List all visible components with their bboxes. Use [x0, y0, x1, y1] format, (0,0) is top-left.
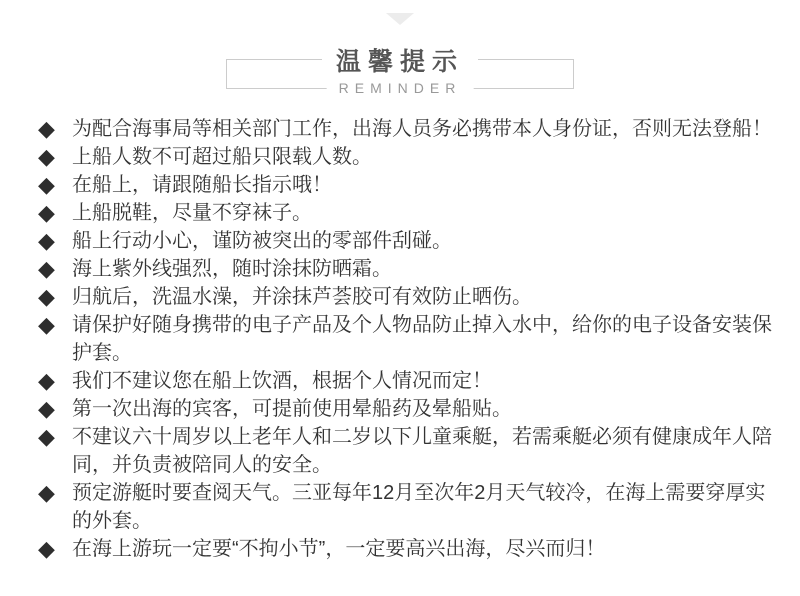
diamond-bullet-icon: ◆	[38, 396, 55, 421]
list-item-text: 我们不建议您在船上饮酒，根据个人情况而定！	[72, 370, 492, 392]
reminder-notice	[0, 13, 800, 596]
list-item	[38, 367, 790, 395]
list-item	[38, 227, 790, 255]
diamond-bullet-icon: ◆	[38, 480, 55, 505]
list-item-text: 在船上，请跟随船长指示哦！	[72, 174, 332, 196]
list-item-text: 上船脱鞋，尽量不穿袜子。	[72, 202, 312, 224]
reminder-list	[0, 115, 800, 563]
list-item	[38, 115, 790, 143]
list-item	[38, 535, 790, 563]
diamond-bullet-icon: ◆	[38, 536, 55, 561]
diamond-bullet-icon: ◆	[38, 200, 55, 225]
list-item	[38, 283, 790, 311]
diamond-bullet-icon: ◆	[38, 116, 55, 141]
diamond-bullet-icon: ◆	[38, 228, 55, 253]
list-item	[38, 395, 790, 423]
list-item-text: 归航后，洗温水澡，并涂抹芦荟胶可有效防止晒伤。	[72, 286, 532, 308]
list-item-text: 请保护好随身携带的电子产品及个人物品防止掉入水中，给你的电子设备安装保	[72, 314, 772, 336]
list-item-text: 的外套。	[72, 510, 152, 532]
page-subtitle: REMINDER	[327, 80, 474, 96]
list-item	[38, 171, 790, 199]
list-item-text: 预定游艇时要查阅天气。三亚每年12月至次年2月天气较冷，在海上需要穿厚实	[72, 482, 766, 504]
diamond-bullet-icon: ◆	[38, 284, 55, 309]
title-frame	[226, 48, 574, 96]
list-item-text: 上船人数不可超过船只限载人数。	[72, 146, 372, 168]
diamond-bullet-icon: ◆	[38, 424, 55, 449]
list-item-text: 不建议六十周岁以上老年人和二岁以下儿童乘艇，若需乘艇必须有健康成年人陪	[72, 426, 772, 448]
list-item-text: 在海上游玩一定要“不拘小节”，一定要高兴出海，尽兴而归！	[72, 538, 606, 560]
list-item	[38, 255, 790, 283]
list-item	[38, 479, 790, 535]
list-item	[38, 199, 790, 227]
list-item	[38, 423, 790, 479]
list-item-text: 船上行动小心，谨防被突出的零部件刮碰。	[72, 230, 452, 252]
list-item	[38, 143, 790, 171]
triangle-down-icon	[386, 13, 414, 25]
list-item-text: 同，并负责被陪同人的安全。	[72, 454, 332, 476]
list-item-text: 护套。	[72, 342, 132, 364]
diamond-bullet-icon: ◆	[38, 312, 55, 337]
diamond-bullet-icon: ◆	[38, 144, 55, 169]
diamond-bullet-icon: ◆	[38, 368, 55, 393]
list-item-text: 第一次出海的宾客，可提前使用晕船药及晕船贴。	[72, 398, 512, 420]
list-item-text: 为配合海事局等相关部门工作，出海人员务必携带本人身份证，否则无法登船！	[72, 118, 772, 140]
page-title: 温馨提示	[322, 42, 478, 78]
list-item-text: 海上紫外线强烈，随时涂抹防晒霜。	[72, 258, 392, 280]
diamond-bullet-icon: ◆	[38, 256, 55, 281]
list-item	[38, 311, 790, 367]
diamond-bullet-icon: ◆	[38, 172, 55, 197]
